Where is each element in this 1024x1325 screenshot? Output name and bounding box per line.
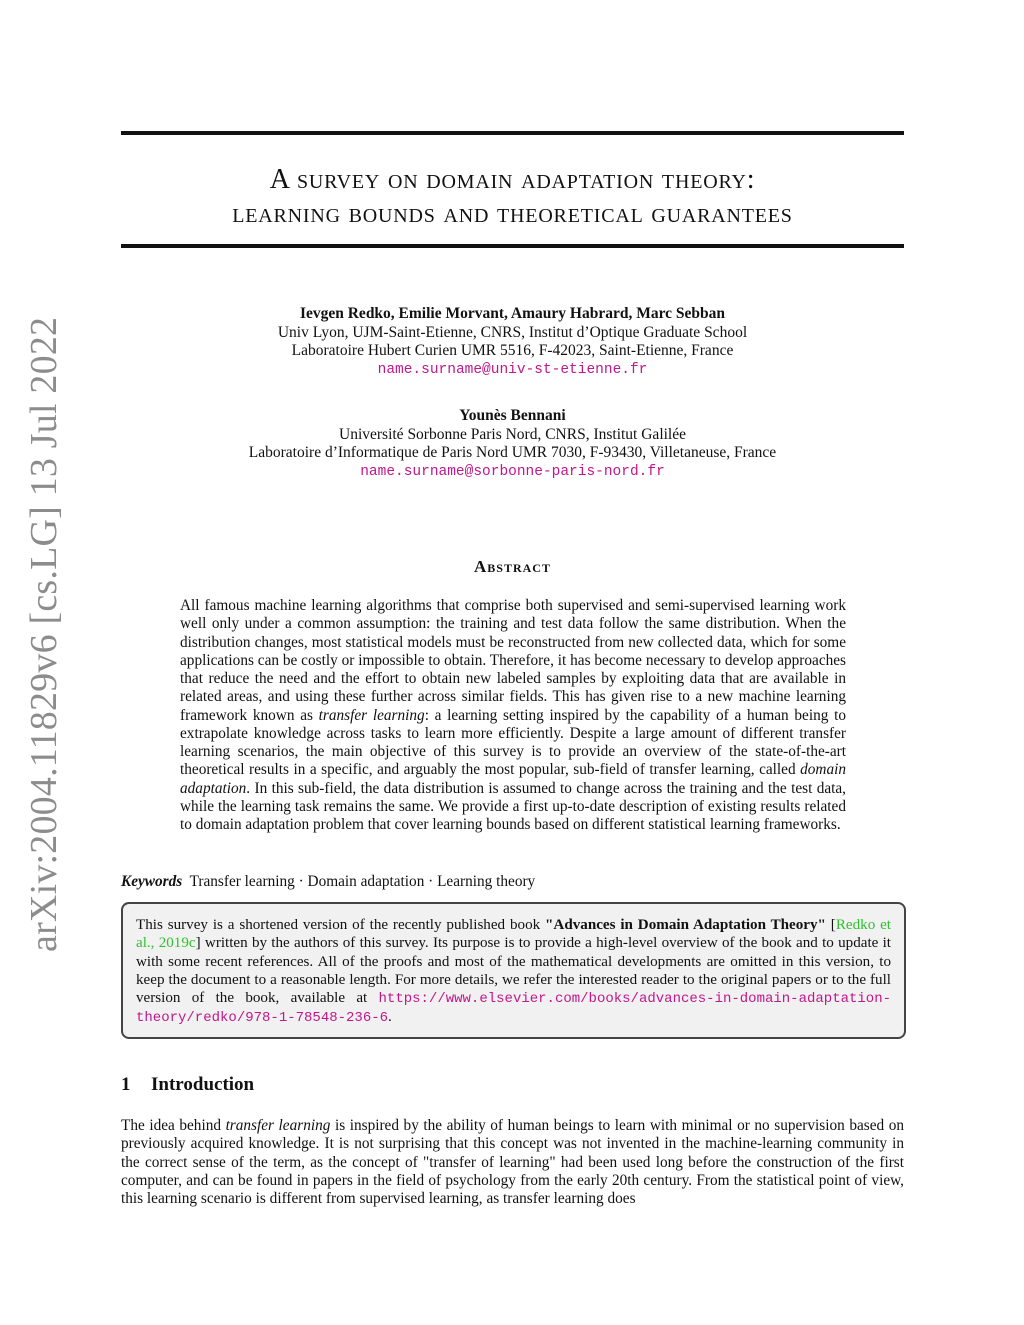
keywords-line [121, 873, 904, 891]
affiliation-group-1 [121, 305, 904, 379]
abstract-part-2: : a learning setting inspired by the capability of a human being to extrapolate knowledge across tasks to learn more efficiently. Despite a large amount of different transfer learning scenarios, the main objective of this survey is to provide an overview of the state-of-the-art theoretical results in a specific, and arguably the most popular, sub-field of transfer learning, called [180, 706, 846, 779]
note-box [121, 902, 906, 1039]
affiliation-group-2 [121, 407, 904, 481]
abstract-part-3: . In this sub-field, the data distribution is assumed to change across the training and the test data, while the learning task remains the same. We provide a first up-to-date description of existing results related to domain adaptation problem that cover learning bounds based on different statistical learning frameworks. [180, 779, 846, 833]
email-link[interactable]: name.surname@sorbonne-paris-nord.fr [360, 463, 665, 480]
keywords-label: Keywords [121, 873, 183, 890]
section-title: Introduction [151, 1074, 255, 1095]
abstract-term-domain-adaptation: domain adaptation [180, 761, 846, 797]
note-part-1: This survey is a shortened version of the recently published book [136, 917, 546, 933]
arxiv-stamp: arXiv:2004.11829v6 [cs.LG] 13 Jul 2022 [23, 316, 65, 952]
keywords-items: Transfer learning · Domain adaptation · Learning theory [189, 873, 536, 890]
section-number: 1 [121, 1074, 131, 1095]
section-body [121, 1117, 904, 1208]
laboratory: Laboratoire d’Informatique de Paris Nord UMR 7030, F-93430, Villetaneuse, France [248, 444, 777, 461]
body-part-1: The idea behind [121, 1117, 226, 1134]
institution: Univ Lyon, UJM-Saint-Etienne, CNRS, Institut d’Optique Graduate School [277, 323, 748, 341]
note-end: . [388, 1009, 392, 1026]
note-part-2: written by the authors of this survey. Its purpose is to provide a high-level overview of the book and to update it with some recent references. All of the proofs and most of the mathematical developments are omitted in this version, to keep the document to a reasonable length. For more details, we refer the interested reader to the original papers or to the full version of the book, available at [136, 935, 891, 1006]
body-part-2: is inspired by the ability of human beings to learn with minimal or no supervision based on previously acquired knowledge. It is not surprising that this concept was not invented in the machine-learning community in the correct sense of the term, as the concept of "transfer of learning" had been used long before the construction of the first computer, and can be found in papers in the field of psychology from the early 20th century. From the statistical point of view, this learning scenario is different from supervised learning, as transfer learning does [121, 1117, 905, 1207]
citation-link[interactable]: Redko et al., 2019c [136, 917, 891, 952]
paper-title-line-2: learning bounds and theoretical guarantees [232, 198, 793, 229]
book-url-link[interactable]: https://www.elsevier.com/books/advances-in-domain-adaptation-theory/redko/978-1-78548-236-6 [136, 991, 891, 1027]
abstract-term-transfer-learning: transfer learning [318, 706, 425, 724]
abstract-heading: Abstract [474, 557, 551, 576]
author-list: Ievgen Redko, Emilie Morvant, Amaury Habrard, Marc Sebban [299, 305, 726, 322]
paper-title-line-1: A survey on domain adaptation theory: [269, 164, 756, 195]
note-bracket-close: ] [195, 935, 201, 952]
laboratory: Laboratoire Hubert Curien UMR 5516, F-42023, Saint-Etienne, France [291, 342, 734, 359]
note-book-title: "Advances in Domain Adaptation Theory" [545, 917, 826, 933]
email-link[interactable]: name.surname@univ-st-etienne.fr [377, 361, 648, 378]
body-term-transfer-learning: transfer learning [225, 1117, 331, 1134]
abstract-text [180, 597, 846, 834]
abstract-part-1: All famous machine learning algorithms that comprise both supervised and semi-supervised learning work well only under a common assumption: the training and test data follow the same distribution. When the distribution changes, most statistical models must be reconstructed from new collected data, which for some applications can be costly or impossible to obtain. Therefore, it has become necessary to develop approaches that reduce the need and the effort to obtain new labeled samples by exploiting data that are available in related areas, and using these further across similar fields. This has given rise to a new machine learning framework known as [180, 597, 846, 724]
title-rule-bottom [121, 244, 904, 248]
title-rule-top [121, 131, 904, 135]
section-heading [121, 1074, 904, 1096]
author-list: Younès Bennani [459, 407, 566, 424]
institution: Université Sorbonne Paris Nord, CNRS, Institut Galilée [339, 425, 686, 443]
note-bracket-open: [ [830, 917, 836, 933]
